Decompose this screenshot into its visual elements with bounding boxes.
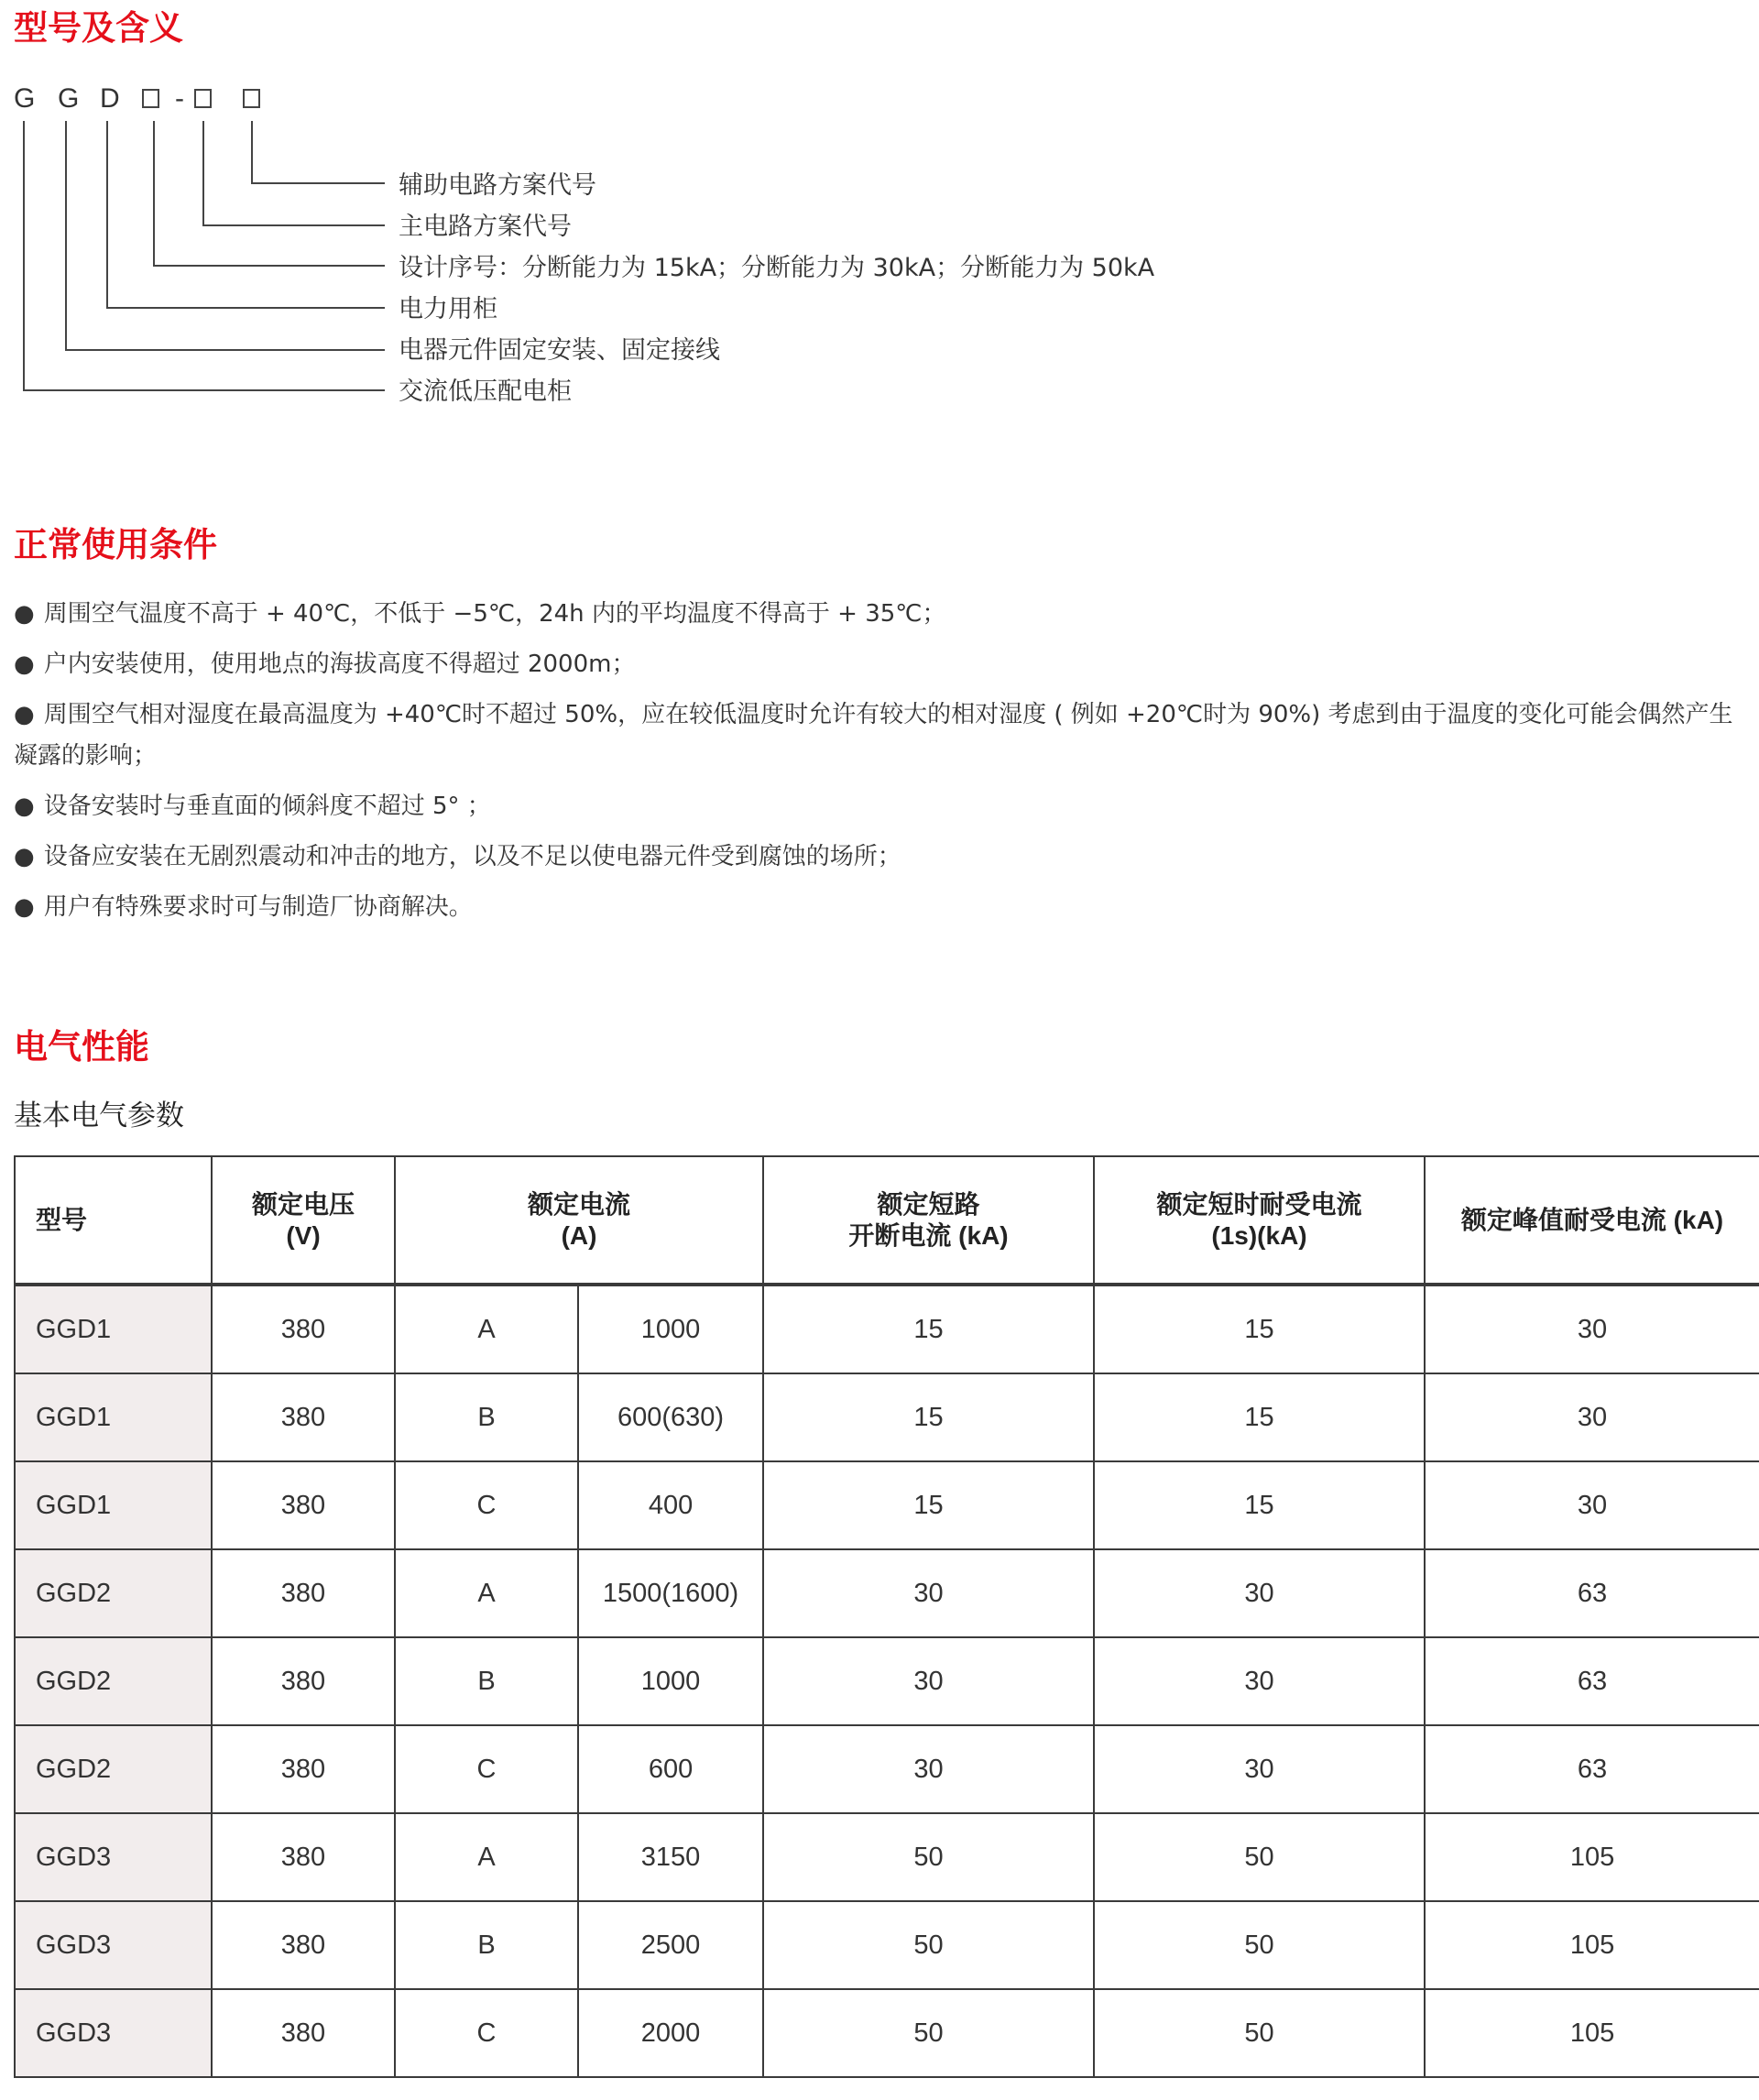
short-time-cell: 30 xyxy=(1094,1725,1425,1813)
short-time-cell: 30 xyxy=(1094,1637,1425,1725)
header-current xyxy=(395,1156,763,1285)
condition-text: 周围空气温度不高于 + 40℃，不低于 −5℃，24h 内的平均温度不得高于 + 35℃； xyxy=(43,600,946,628)
current-value-cell: 1000 xyxy=(578,1637,763,1725)
model-cell: GGD2 xyxy=(15,1725,212,1813)
current-group-cell: A xyxy=(395,1285,578,1373)
connector-line-design xyxy=(154,121,385,266)
condition-text: 周围空气相对湿度在最高温度为 +40℃时不超过 50%，应在较低温度时允许有较大的相对湿度 ( 例如 +20℃时为 90%) 考虑到由于温度的变化可能会偶然产生凝露的影响； xyxy=(14,701,1733,770)
table-row xyxy=(15,1813,1759,1901)
code-desc-design: 设计序号：分断能力为 15kA；分断能力为 30kA；分断能力为 50kA xyxy=(399,254,1155,282)
model-cell: GGD3 xyxy=(15,1901,212,1989)
voltage-cell: 380 xyxy=(212,1373,395,1461)
current-value-cell: 1500(1600) xyxy=(578,1549,763,1637)
header-model: 型号 xyxy=(15,1156,212,1285)
code-desc-aux: 辅助电路方案代号 xyxy=(399,171,596,200)
current-value-cell: 1000 xyxy=(578,1285,763,1373)
table-row xyxy=(15,1637,1759,1725)
short-time-cell: 30 xyxy=(1094,1549,1425,1637)
bullet-icon: ● xyxy=(14,701,35,728)
condition-item xyxy=(14,594,1754,635)
header-short-break xyxy=(763,1156,1094,1285)
peak-cell: 63 xyxy=(1425,1549,1759,1637)
connector-line-main xyxy=(203,121,385,225)
condition-text: 设备安装时与垂直面的倾斜度不超过 5° ； xyxy=(43,793,491,820)
table-row xyxy=(15,1285,1759,1373)
header-peak: 额定峰值耐受电流 (kA) xyxy=(1425,1156,1759,1285)
model-cell: GGD1 xyxy=(15,1461,212,1549)
short-break-cell: 50 xyxy=(763,1901,1094,1989)
conditions-list xyxy=(14,594,1754,937)
current-value-cell: 2500 xyxy=(578,1901,763,1989)
peak-cell: 105 xyxy=(1425,1989,1759,2077)
header-short-time xyxy=(1094,1156,1425,1285)
peak-cell: 30 xyxy=(1425,1461,1759,1549)
header-short-time-line2: (1s)(kA) xyxy=(1211,1220,1307,1250)
short-break-cell: 50 xyxy=(763,1813,1094,1901)
bullet-icon: ● xyxy=(14,600,35,628)
table-body xyxy=(15,1285,1759,2077)
header-voltage-line2: (V) xyxy=(286,1220,321,1250)
bullet-icon: ● xyxy=(14,843,35,870)
model-letter-g2: G xyxy=(58,83,80,114)
peak-cell: 105 xyxy=(1425,1813,1759,1901)
header-short-break-line1: 额定短路 xyxy=(877,1189,980,1219)
short-break-cell: 30 xyxy=(763,1549,1094,1637)
table-row xyxy=(15,1989,1759,2077)
bullet-icon: ● xyxy=(14,893,35,921)
short-time-cell: 15 xyxy=(1094,1373,1425,1461)
peak-cell: 30 xyxy=(1425,1373,1759,1461)
current-value-cell: 3150 xyxy=(578,1813,763,1901)
bullet-icon: ● xyxy=(14,793,35,820)
connector-line-fixed xyxy=(66,121,385,350)
section-title-conditions: 正常使用条件 xyxy=(14,525,217,564)
table-row xyxy=(15,1901,1759,1989)
short-break-cell: 15 xyxy=(763,1373,1094,1461)
short-break-cell: 30 xyxy=(763,1725,1094,1813)
peak-cell: 63 xyxy=(1425,1725,1759,1813)
voltage-cell: 380 xyxy=(212,1725,395,1813)
code-desc-main: 主电路方案代号 xyxy=(399,213,572,241)
model-cell: GGD2 xyxy=(15,1637,212,1725)
table-row xyxy=(15,1461,1759,1549)
short-break-cell: 15 xyxy=(763,1461,1094,1549)
model-cell: GGD1 xyxy=(15,1285,212,1373)
short-time-cell: 15 xyxy=(1094,1461,1425,1549)
model-cell: GGD1 xyxy=(15,1373,212,1461)
code-desc-fixed: 电器元件固定安装、固定接线 xyxy=(399,336,720,365)
model-letter-g1: G xyxy=(14,83,36,114)
peak-cell: 63 xyxy=(1425,1637,1759,1725)
section-title-model: 型号及含义 xyxy=(14,8,183,48)
table-subtitle: 基本电气参数 xyxy=(14,1099,184,1132)
header-current-line1: 额定电流 xyxy=(528,1189,631,1219)
condition-item xyxy=(14,644,1754,685)
code-desc-ac: 交流低压配电柜 xyxy=(399,377,572,406)
condition-text: 用户有特殊要求时可与制造厂协商解决。 xyxy=(43,893,473,921)
header-current-line2: (A) xyxy=(561,1220,597,1250)
condition-item xyxy=(14,887,1754,928)
connector-line-aux xyxy=(252,121,385,183)
electrical-params-table xyxy=(14,1155,1759,2078)
model-letter-d: D xyxy=(100,83,120,114)
section-title-electrical: 电气性能 xyxy=(14,1027,149,1066)
header-short-break-line2: 开断电流 (kA) xyxy=(848,1220,1009,1250)
bullet-icon: ● xyxy=(14,651,35,678)
voltage-cell: 380 xyxy=(212,1813,395,1901)
voltage-cell: 380 xyxy=(212,1901,395,1989)
voltage-cell: 380 xyxy=(212,1989,395,2077)
header-short-time-line1: 额定短时耐受电流 xyxy=(1156,1189,1362,1219)
peak-cell: 30 xyxy=(1425,1285,1759,1373)
model-cell: GGD3 xyxy=(15,1813,212,1901)
current-group-cell: B xyxy=(395,1901,578,1989)
peak-cell: 105 xyxy=(1425,1901,1759,1989)
short-time-cell: 15 xyxy=(1094,1285,1425,1373)
short-time-cell: 50 xyxy=(1094,1989,1425,2077)
voltage-cell: 380 xyxy=(212,1549,395,1637)
voltage-cell: 380 xyxy=(212,1637,395,1725)
model-cell: GGD2 xyxy=(15,1549,212,1637)
table-row xyxy=(15,1373,1759,1461)
short-time-cell: 50 xyxy=(1094,1901,1425,1989)
current-value-cell: 600(630) xyxy=(578,1373,763,1461)
model-connector-lines xyxy=(0,0,403,403)
condition-item xyxy=(14,695,1754,777)
voltage-cell: 380 xyxy=(212,1285,395,1373)
current-value-cell: 600 xyxy=(578,1725,763,1813)
code-desc-power: 电力用柜 xyxy=(399,295,497,323)
current-group-cell: C xyxy=(395,1725,578,1813)
current-group-cell: A xyxy=(395,1813,578,1901)
header-voltage-line1: 额定电压 xyxy=(251,1189,355,1219)
table-header-row xyxy=(15,1156,1759,1285)
table-row xyxy=(15,1725,1759,1813)
short-break-cell: 30 xyxy=(763,1637,1094,1725)
current-group-cell: C xyxy=(395,1461,578,1549)
short-time-cell: 50 xyxy=(1094,1813,1425,1901)
condition-item xyxy=(14,786,1754,827)
voltage-cell: 380 xyxy=(212,1461,395,1549)
condition-item xyxy=(14,837,1754,878)
current-group-cell: C xyxy=(395,1989,578,2077)
model-cell: GGD3 xyxy=(15,1989,212,2077)
current-group-cell: A xyxy=(395,1549,578,1637)
current-value-cell: 2000 xyxy=(578,1989,763,2077)
current-group-cell: B xyxy=(395,1637,578,1725)
table-row xyxy=(15,1549,1759,1637)
condition-text: 户内安装使用，使用地点的海拔高度不得超过 2000m； xyxy=(43,651,636,678)
header-voltage xyxy=(212,1156,395,1285)
short-break-cell: 15 xyxy=(763,1285,1094,1373)
model-dash: - xyxy=(175,83,184,114)
short-break-cell: 50 xyxy=(763,1989,1094,2077)
connector-line-power xyxy=(107,121,385,308)
current-value-cell: 400 xyxy=(578,1461,763,1549)
current-group-cell: B xyxy=(395,1373,578,1461)
condition-text: 设备应安装在无剧烈震动和冲击的地方，以及不足以使电器元件受到腐蚀的场所； xyxy=(43,843,901,870)
